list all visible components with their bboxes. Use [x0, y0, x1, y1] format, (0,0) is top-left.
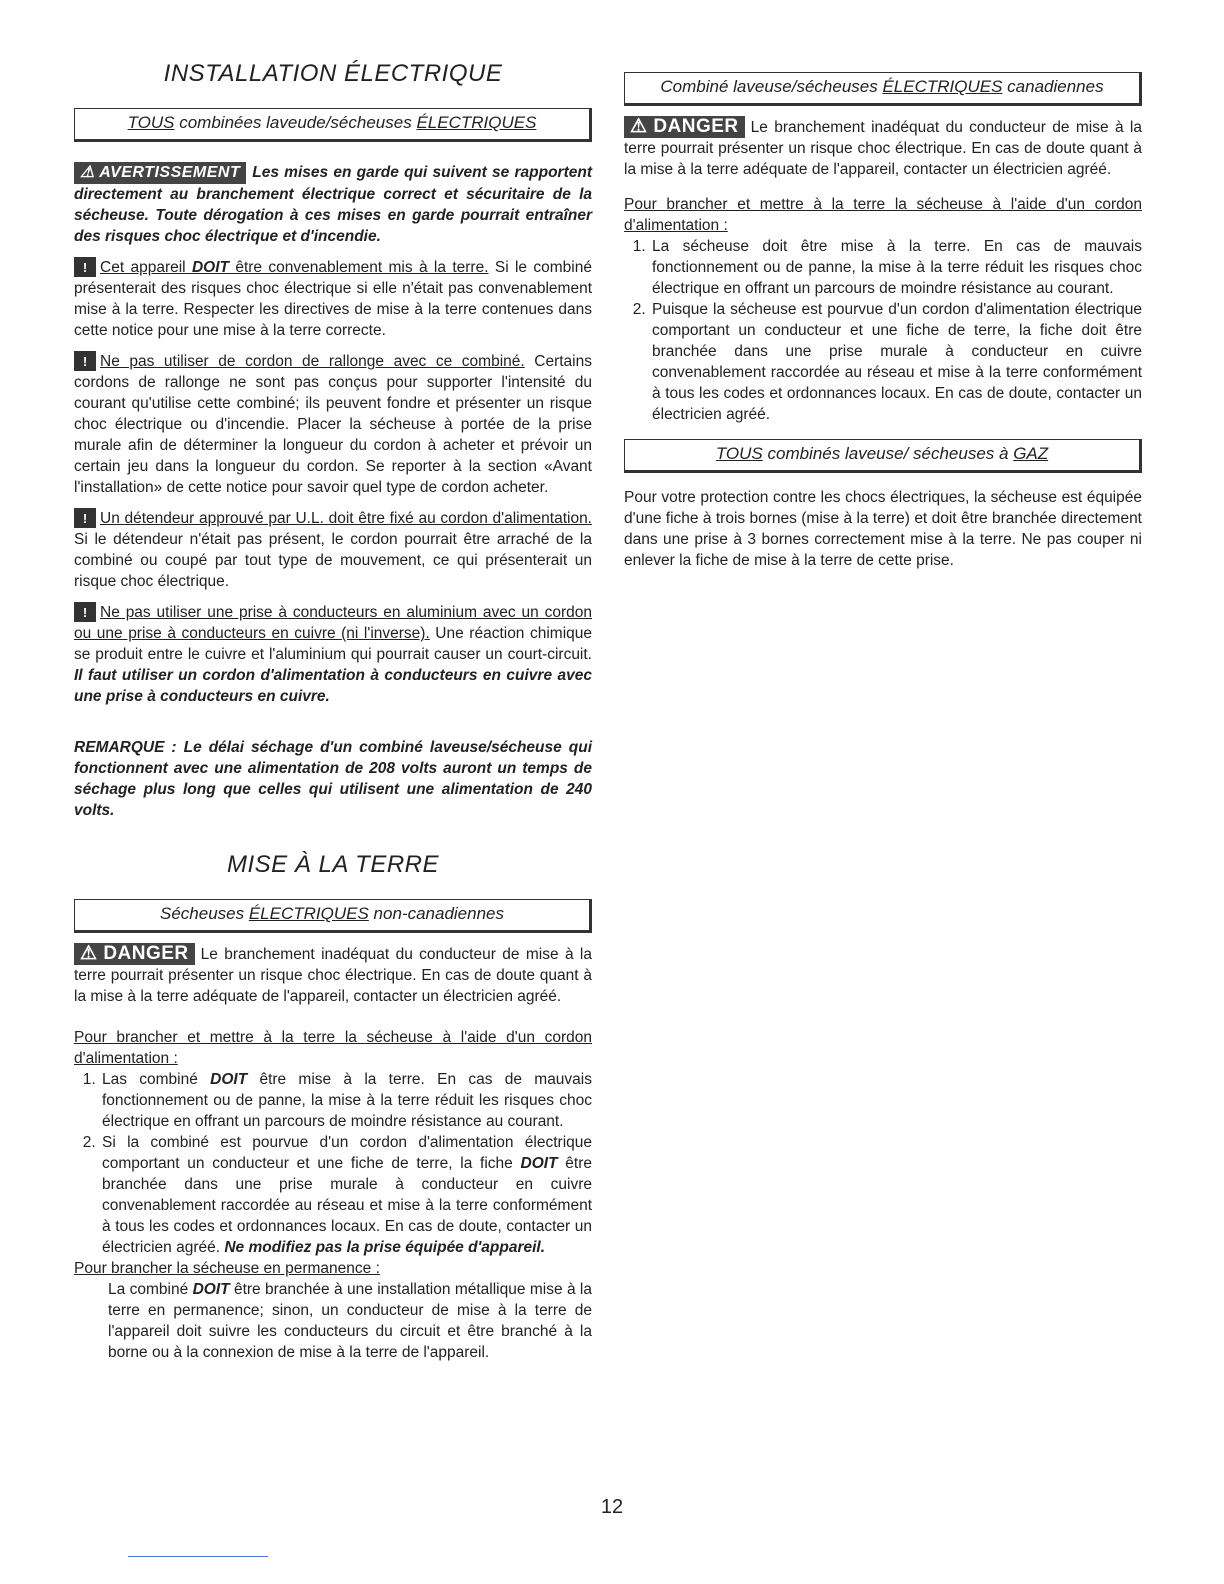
warning-badge: ⚠ AVERTISSEMENT	[74, 162, 246, 184]
item-part: DOIT	[210, 1071, 248, 1088]
right-column	[624, 72, 1142, 571]
strain-relief-paragraph	[74, 508, 592, 592]
remark-paragraph: REMARQUE : Le délai séchage d'un combiné laveuse/sécheuse qui fonctionnent avec une alimentation de 208 volts auront un temps de séchage plus long que celles qui utilisent une alimentation de 240 volts.	[74, 739, 592, 819]
warning-badge-label: AVERTISSEMENT	[99, 164, 241, 181]
list-item: 2. Puisque la sécheuse est pourvue d'un cordon d'alimentation électrique comportant un conducteur et une fiche de terre, la fiche doit être branchée dans une prise murale à conducteur en cuivre convenablement raccordée au réseau et mise à la terre conformément à tous les codes et ordonnances locaux. En cas de doute, contacter un électricien agréé.	[650, 299, 1142, 425]
cord-steps-list	[74, 1069, 592, 1258]
box-header-part: non-canadiennes	[368, 904, 504, 923]
warning-triangle-icon: !	[74, 602, 96, 622]
perm-part: La combiné	[108, 1281, 193, 1298]
box-header-part: Combiné laveuse/sécheuses	[660, 77, 883, 96]
item-part: être mise à la terre. En cas de mauvais fonctionnement ou de panne, la mise à la terre réduit les risques choc électrique en offrant un parcours de moindre résistance au courant.	[102, 1071, 592, 1130]
warning-triangle-icon: !	[74, 351, 96, 371]
cord-heading: Pour brancher et mettre à la terre la sécheuse à l'aide d'un cordon d'alimentation :	[74, 1029, 592, 1067]
strain-relief-lead: Un détendeur approuvé par U.L. doit être fixé au cordon d'alimentation.	[100, 510, 592, 527]
box-header-all-electric	[74, 108, 592, 142]
page-number: 12	[600, 1496, 624, 1518]
extension-lead: Ne pas utiliser de cordon de rallonge avec ce combiné.	[100, 353, 525, 370]
ground-lead-b: DOIT	[191, 259, 229, 276]
box-header-part: TOUS	[127, 113, 175, 132]
list-item	[100, 1132, 592, 1258]
warning-triangle-icon: !	[74, 257, 96, 277]
item-part: Ne modifiez pas la prise équipée d'appareil.	[224, 1239, 546, 1256]
box-header-part: ÉLECTRIQUES	[248, 904, 369, 923]
aluminum-body: Une réaction chimique se produit entre le cuivre et l'aluminium qui pourrait causer un court-circuit.	[74, 625, 593, 663]
extension-body: Certains cordons de rallonge ne sont pas conçus pour supporter l'intensité du courant qu'utilise cette combiné; ils peuvent fondre et présenter un risque choc électrique ou d'incendie. Placer la sécheuse à portée de la prise murale afin de déterminer la longueur du cordon à acheter et prévoir un certain jeu dans la longueur du cordon. Se reporter à la section «Avant l'installation» de cette notice pour savoir quel type de cordon acheter.	[74, 353, 592, 496]
strain-relief-body: Si le détendeur n'était pas présent, le cordon pourrait être arraché de la combiné ou coupé par tout type de mouvement, ce qui présenterait un risque choc électrique.	[74, 531, 592, 590]
extension-cord-paragraph	[74, 351, 592, 498]
danger-paragraph	[624, 116, 1142, 180]
danger-badge-label: DANGER	[103, 943, 189, 964]
warning-paragraph	[74, 162, 592, 247]
danger-badge-label: DANGER	[653, 116, 739, 137]
section-title-electrical: INSTALLATION ÉLECTRIQUE	[163, 60, 503, 87]
danger-text: Le branchement inadéquat du conducteur de mise à la terre pourrait présenter un risque choc électrique. En cas de doute quant à la mise à la terre adéquate de l'appareil, contacter un électricien agréé.	[74, 946, 592, 1005]
item-part: Si la combiné est pourvue d'un cordon d'alimentation électrique comportant un conducteur et une fiche de terre, la fiche	[102, 1134, 592, 1172]
box-header-part: combinées laveude/sécheuses	[174, 113, 417, 132]
section-title-grounding: MISE À LA TERRE	[227, 851, 439, 878]
aluminum-lead: Ne pas utiliser une prise à conducteurs en aluminium avec un cordon ou une prise à conducteurs en cuivre (ni l'inverse).	[74, 604, 592, 642]
box-header-part: combinés laveuse/ sécheuses à	[762, 444, 1014, 463]
ground-paragraph	[74, 257, 592, 341]
cord-heading: Pour brancher et mettre à la terre la sécheuse à l'aide d'un cordon d'alimentation :	[624, 196, 1142, 234]
box-header-part: canadiennes	[1002, 77, 1104, 96]
cord-steps-list	[624, 236, 1142, 425]
perm-part: être branchée à une installation métallique mise à la terre en permanence; sinon, un conducteur de mise à la terre de l'appareil doit suivre les conducteurs du circuit et être branché à la borne ou à la connexion de mise à la terre de l'appareil.	[108, 1281, 592, 1361]
box-header-canadian	[624, 72, 1142, 106]
item-part: être branchée dans une prise murale à conducteur en cuivre convenablement raccordée au réseau et mise à la terre conformément à tous les codes et ordonnances locaux. En cas de doute, contacter un électricien agréé.	[102, 1155, 593, 1256]
box-header-part: GAZ	[1013, 444, 1049, 463]
box-header-non-canadian	[74, 899, 592, 933]
list-item: 1. La sécheuse doit être mise à la terre. En cas de mauvais fonctionnement ou de panne, la mise à la terre réduit les risques choc électrique en offrant un parcours de moindre résistance au courant.	[650, 236, 1142, 299]
left-column	[74, 60, 592, 1363]
danger-badge: ⚠ DANGER	[74, 943, 195, 965]
ground-lead-c: être convenablement mis à la terre.	[229, 259, 489, 276]
danger-paragraph	[74, 943, 592, 1007]
box-header-part: ÉLECTRIQUES	[882, 77, 1003, 96]
box-header-part: Sécheuses	[160, 904, 249, 923]
warning-text: Les mises en garde qui suivent se rapportent directement au branchement électrique correct et sécuritaire de la sécheuse. Toute dérogation à ces mises en garde pourrait entraîner des risques choc électrique et d'incendie.	[74, 164, 592, 245]
aluminum-emphasis: Il faut utiliser un cordon d'alimentation à conducteurs en cuivre avec une prise à conducteurs en cuivre.	[74, 667, 592, 705]
danger-text: Le branchement inadéquat du conducteur de mise à la terre pourrait présenter un risque choc électrique. En cas de doute quant à la mise à la terre adéquate de l'appareil, contacter un électricien agréé.	[624, 119, 1142, 178]
danger-badge: ⚠ DANGER	[624, 116, 745, 138]
ground-lead-a: Cet appareil	[100, 259, 192, 276]
box-header-gas	[624, 439, 1142, 473]
box-header-part: ÉLECTRIQUES	[416, 113, 537, 132]
permanent-heading: Pour brancher la sécheuse en permanence :	[74, 1260, 380, 1277]
gas-paragraph: Pour votre protection contre les chocs électriques, la sécheuse est équipée d'une fiche à trois bornes (mise à la terre) et doit être branchée directement dans une prise à 3 bornes correctement mise à la terre. Ne pas couper ni enlever la fiche de mise à la terre de cette prise.	[624, 489, 1142, 569]
box-header-part: TOUS	[715, 444, 763, 463]
list-item	[100, 1069, 592, 1132]
item-part: DOIT	[520, 1155, 558, 1172]
warning-triangle-icon: !	[74, 508, 96, 528]
aluminum-paragraph	[74, 602, 592, 707]
item-part: Las combiné	[102, 1071, 211, 1088]
perm-part: DOIT	[192, 1281, 230, 1298]
permanent-paragraph	[74, 1279, 592, 1363]
footer-rule	[128, 1556, 268, 1557]
ground-body: Si le combiné présenterait des risques choc électrique si elle n'était pas convenablement mise à la terre. Respecter les directives de mise à la terre contenues dans cette notice pour une mise à la terre correcte.	[74, 259, 592, 339]
